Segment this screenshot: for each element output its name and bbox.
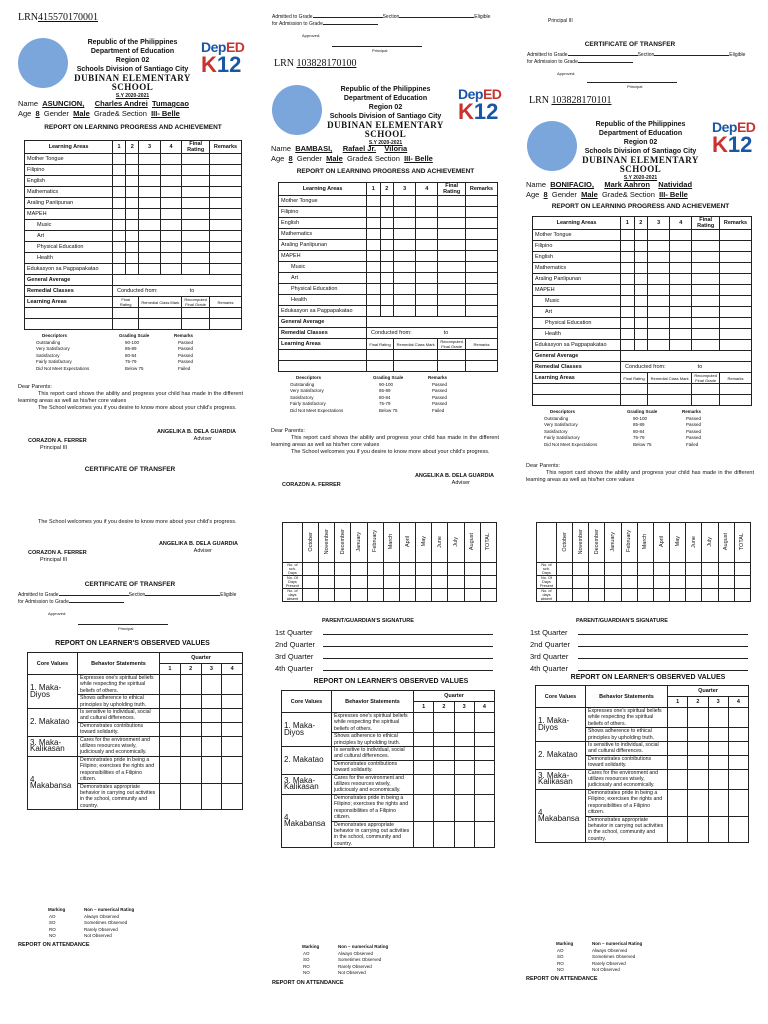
values-table-5: Core Values Behavior Statements Quarter 1 2 3 4 1. Maka-Diyos Expresses one's spiritual beliefs while respecting the spiritual beliefs of others. Shows adherence to ethical principles by upholding truth. 2. Makatao Is sensitive to individual, social and cultural differences. Demonstrates contributions toward solidarity. 3. Maka-Kalikasan Cares for the environment and utilizes resources wisely, judiciously and economically. 4. Makabansa Demonstrates pride in being a Filipino; exercises the rights and responsibilities of a Filipino citizen. Demonstrates appropriate behavior in carrying out activities in the school, community and country. (281, 690, 495, 848)
grades-header-row: Learning Areas 1 2 3 4 Final Rating Remarks (533, 217, 752, 230)
attendance-title-5: REPORT ON ATTENDANCE (272, 980, 344, 986)
remedial-row: Remedial Classes Conducted from: to (25, 286, 242, 297)
marking-legend-5: Marking Non – numerical Rating AO Always Observed SO Sometimes Observed RO Rarely Observed NO Not Observed (302, 944, 389, 976)
quarter-signatures-6 (530, 627, 755, 675)
behavior-row: Shows adherence to ethical principles by upholding truth. (28, 695, 243, 709)
behavior-row: 4. Makabansa Demonstrates pride in being a Filipino; exercises the rights and responsibilities of a Filipino citizen. (28, 756, 243, 783)
grades-table-3 (532, 216, 752, 448)
behavior-row: Demonstrates contributions toward solidarity. (536, 755, 749, 769)
behavior-row: 4. Makabansa Demonstrates pride in being a Filipino; exercises the rights and responsibilities of a Filipino citizen. (282, 794, 495, 821)
learning-area-row: Mathematics (533, 263, 752, 274)
learning-area-row: Music (25, 220, 242, 231)
quarter-signatures-5 (275, 627, 500, 675)
learning-area-row: Edukasyon sa Pagpapakatao (533, 340, 752, 351)
lrn-label-2: LRN 103828170100 (274, 58, 357, 69)
learning-area-row: Mother Tongue (25, 154, 242, 165)
behavior-row: 3. Maka-Kalikasan Cares for the environment and utilizes resources wisely, judiciously and economically. (28, 736, 243, 756)
cert-transfer-1: CERTIFICATE OF TRANSFER (84, 466, 176, 473)
grades-table-2 (278, 182, 498, 414)
cert-transfer-3: CERTIFICATE OF TRANSFER (584, 41, 676, 48)
report-title-2: REPORT ON LEARNING PROGRESS AND ACHIEVEMENT (296, 168, 475, 175)
deped-k12-logo: DepED K12 (458, 86, 502, 124)
remedial-row: Remedial Classes Conducted from: to (533, 362, 752, 373)
observed-title-6: REPORT ON LEARNER'S OBSERVED VALUES (570, 674, 726, 681)
grading-scale: Descriptors Grading Scale Remarks Outstanding 90-100 Passed Very Satisfactory 85-89 Passed Satisfactory 80-84 Passed Fairly Satisfactory 75-79 Passed Did Not Meet Expectations Below 75 Failed (36, 333, 194, 371)
learning-area-row: English (25, 176, 242, 187)
grades-header-row: Learning Areas 1 2 3 4 Final Rating Remarks (279, 183, 498, 196)
learning-area-row: Music (279, 262, 498, 273)
learning-area-row: Mother Tongue (279, 196, 498, 207)
student-last-name: ASUNCION, (42, 99, 85, 108)
learning-area-row: Edukasyon sa Pagpapakatao (279, 306, 498, 317)
learning-area-row: Physical Education (533, 318, 752, 329)
marking-legend-4: Marking Non – numerical Rating AO Always Observed SO Sometimes Observed RO Rarely Observed NO Not Observed (48, 907, 135, 939)
general-average-row: General Average (533, 351, 752, 362)
grading-scale: Descriptors Grading Scale Remarks Outstanding 90-100 Passed Very Satisfactory 85-89 Passed Satisfactory 80-84 Passed Fairly Satisfactory 75-79 Passed Did Not Meet Expectations Below 75 Failed (544, 409, 702, 447)
values-table-4: Core Values Behavior Statements Quarter 1 2 3 4 1. Maka-Diyos Expresses one's spiritual beliefs while respecting the spiritual beliefs of others. Shows adherence to ethical principles by upholding truth. 2. Makatao Is sensitive to individual, social and cultural differences. Demonstrates contributions toward solidarity. 3. Maka-Kalikasan Cares for the environment and utilizes resources wisely, judiciously and economically. 4. Makabansa Demonstrates pride in being a Filipino; exercises the rights and responsibilities of a Filipino citizen. Demonstrates appropriate behavior in carrying out activities in the school, community and country. (27, 652, 243, 810)
school-logo (18, 38, 68, 88)
quarter-signature-line: 2nd Quarter (275, 639, 500, 651)
behavior-row: 3. Maka-Kalikasan Cares for the environment and utilizes resources wisely, judiciously and economically. (282, 774, 495, 794)
learning-area-row: Mathematics (279, 229, 498, 240)
cert-transfer-4: CERTIFICATE OF TRANSFER (84, 581, 176, 588)
behavior-row: Demonstrates appropriate behavior in carrying out activities in the school, community and country. (536, 816, 749, 843)
school-header-1: Republic of the Philippines Department of Education Region 02 Schools Division of Santiago City DUBINAN ELEMENTARY SCHOOL S.Y 2020-2021 (74, 39, 191, 99)
behavior-row: 2. Makatao Is sensitive to individual, social and cultural differences. (282, 747, 495, 761)
remedial-header-row: Learning Areas Final Rating Remedial Class Mark Recomputed Final Grade Remarks (279, 339, 498, 350)
report-title-1: REPORT ON LEARNING PROGRESS AND ACHIEVEMENT (44, 124, 222, 131)
quarter-signature-line: 4th Quarter (275, 663, 500, 675)
observed-title-4: REPORT ON LEARNER'S OBSERVED VALUES (55, 640, 210, 647)
behavior-row: Shows adherence to ethical principles by upholding truth. (536, 728, 749, 742)
learning-area-row: Art (279, 273, 498, 284)
admission-4: Admitted to Grade Section Eligible for Admission to Grade Approved: Principal (18, 592, 237, 631)
behavior-row: Demonstrates appropriate behavior in carrying out activities in the school, community and country. (28, 783, 243, 810)
remedial-blank-row (533, 384, 752, 395)
remedial-blank-row (25, 319, 242, 330)
learning-area-row: Music (533, 296, 752, 307)
learning-area-row: Health (279, 295, 498, 306)
learning-area-row: Filipino (533, 241, 752, 252)
learning-area-row: Physical Education (25, 242, 242, 253)
general-average-row: General Average (279, 317, 498, 328)
parent-letter-4: The School welcomes you if you desire to know more about your child's progress. (38, 519, 237, 525)
learning-area-row: Physical Education (279, 284, 498, 295)
remedial-row: Remedial Classes Conducted from: to (279, 328, 498, 339)
remedial-header-row: Learning Areas Final Rating Remedial Class Mark Recomputed Final Grade Remarks (25, 297, 242, 308)
behavior-row: 4. Makabansa Demonstrates pride in being a Filipino; exercises the rights and responsibilities of a Filipino citizen. (536, 789, 749, 816)
attendance-table-6: October November December January February March April May June July August TOTAL No. of sch. Days No. Of Days Present No. of days absent (536, 522, 751, 602)
signatures-1: ANGELIKA B. DELA GUARDIA CORAZON A. FERRER Adviser Principal III (28, 429, 236, 451)
parent-letter-1: Dear Parents: This report card shows the ability and progress your child has made in the different learning areas as well as his/her core values The School welcomes you if you desire to know more about your child's progress. (18, 384, 243, 411)
attendance-table-5: October November December January February March April May June July August TOTAL No. of sch. Days No. Of Days Present No. of days absent (282, 522, 497, 602)
deped-k12-logo: DepED K12 (201, 39, 245, 77)
report-card-1 (18, 12, 248, 23)
behavior-row: 2. Makatao Is sensitive to individual, social and cultural differences. (536, 742, 749, 756)
admission-3: Admitted to Grade Section Eligible for Admission to Grade Approved: Principal (527, 52, 746, 89)
remedial-blank-row (25, 308, 242, 319)
learning-area-row: English (533, 252, 752, 263)
observed-title-5: REPORT ON LEARNER'S OBSERVED VALUES (313, 678, 469, 685)
quarter-signature-line: 3rd Quarter (530, 651, 755, 663)
student-info-3: Name BONIFACIO, Mark Aahron Natividad Age 8 Gender Male Grade& Section III- Belle (526, 180, 693, 199)
general-average-row: General Average (25, 275, 242, 286)
report-title-3: REPORT ON LEARNING PROGRESS AND ACHIEVEMENT (551, 203, 730, 210)
student-info-1: Name ASUNCION, Charles Andrei Tumagcao Age 8 Gender Male Grade& Section III- Belle (18, 99, 189, 118)
behavior-row: Shows adherence to ethical principles by upholding truth. (282, 733, 495, 747)
learning-area-row: Mathematics (25, 187, 242, 198)
parent-sig-title-6: PARENT/GUARDIAN'S SIGNATURE (576, 618, 668, 624)
learning-area-row: MAPEH (279, 251, 498, 262)
signatures-2: ANGELIKA B. DELA GUARDIA CORAZON A. FERRER Adviser (282, 473, 494, 488)
lrn-label-3: LRN 103828170101 (529, 95, 612, 106)
parent-letter-2: Dear Parents: This report card shows the ability and progress your child has made in the different learning areas as well as his/her core values The School welcomes you if you desire to know more about your child's progress. (271, 428, 499, 455)
behavior-row: Demonstrates contributions toward solidarity. (28, 722, 243, 736)
learning-area-row: Araling Panlipunan (533, 274, 752, 285)
behavior-row: 3. Maka-Kalikasan Cares for the environment and utilizes resources wisely, judiciously and economically. (536, 769, 749, 789)
learning-area-row: Edukasyon sa Pagpapakatao (25, 264, 242, 275)
parent-sig-title-5: PARENT/GUARDIAN'S SIGNATURE (322, 618, 414, 624)
learning-area-row: Health (25, 253, 242, 264)
remedial-header-row: Learning Areas Final Rating Remedial Class Mark Recomputed Final Grade Remarks (533, 373, 752, 384)
signatures-4: ANGELIKA B. DELA GUARDIA CORAZON A. FERRER Adviser Principal III (28, 541, 238, 563)
grading-scale: Descriptors Grading Scale Remarks Outstanding 90-100 Passed Very Satisfactory 85-89 Passed Satisfactory 80-84 Passed Fairly Satisfactory 75-79 Passed Did Not Meet Expectations Below 75 Failed (290, 375, 448, 413)
quarter-signature-line: 2nd Quarter (530, 639, 755, 651)
parent-letter-3: Dear Parents: This report card shows the ability and progress your child has made in the different learning areas as well as his/her core values (526, 463, 754, 483)
school-header-3: Republic of the Philippines Department of Education Region 02 Schools Division of Santiago City DUBINAN ELEMENTARY SCHOOL S.Y 2020-2021 (582, 121, 699, 181)
learning-area-row: Araling Panlipunan (279, 240, 498, 251)
learning-area-row: Filipino (279, 207, 498, 218)
quarter-signature-line: 3rd Quarter (275, 651, 500, 663)
grades-header-row: Learning Areas 1 2 3 4 Final Rating Remarks (25, 141, 242, 154)
principal-3: Principal III (548, 18, 573, 24)
student-info-2: Name BAMBASI, Rafael Jr. Viloria Age 8 Gender Male Grade& Section III- Belle (271, 144, 433, 163)
learning-area-row: Mother Tongue (533, 230, 752, 241)
behavior-row: 1. Maka-Diyos Expresses one's spiritual beliefs while respecting the spiritual beliefs of others. (282, 713, 495, 733)
remedial-blank-row (279, 361, 498, 372)
values-table-6: Core Values Behavior Statements Quarter 1 2 3 4 1. Maka-Diyos Expresses one's spiritual beliefs while respecting the spiritual beliefs of others. Shows adherence to ethical principles by upholding truth. 2. Makatao Is sensitive to individual, social and cultural differences. Demonstrates contributions toward solidarity. 3. Maka-Kalikasan Cares for the environment and utilizes resources wisely, judiciously and economically. 4. Makabansa Demonstrates pride in being a Filipino; exercises the rights and responsibilities of a Filipino citizen. Demonstrates appropriate behavior in carrying out activities in the school, community and country. (535, 685, 749, 843)
lrn-label: LRN415570170001 (18, 12, 98, 23)
attendance-title-6: REPORT ON ATTENDANCE (526, 976, 598, 982)
learning-area-row: Art (533, 307, 752, 318)
deped-k12-logo: DepED K12 (712, 119, 756, 157)
quarter-signature-line: 1st Quarter (275, 627, 500, 639)
behavior-row: 1. Maka-Diyos Expresses one's spiritual beliefs while respecting the spiritual beliefs of others. (28, 675, 243, 695)
learning-area-row: Filipino (25, 165, 242, 176)
quarter-signature-line: 1st Quarter (530, 627, 755, 639)
behavior-row: Demonstrates appropriate behavior in carrying out activities in the school, community and country. (282, 821, 495, 848)
marking-legend-6: Marking Non – numerical Rating AO Always Observed SO Sometimes Observed RO Rarely Observed NO Not Observed (556, 941, 643, 973)
admission-2: Admitted to Grade Section Eligible for Admission to Grade Approved: Principal (272, 14, 491, 53)
learning-area-row: Art (25, 231, 242, 242)
behavior-row: 2. Makatao Is sensitive to individual, social and cultural differences. (28, 709, 243, 723)
learning-area-row: MAPEH (25, 209, 242, 220)
grades-table-1 (24, 140, 242, 372)
learning-area-row: Araling Panlipunan (25, 198, 242, 209)
school-header-2: Republic of the Philippines Department of Education Region 02 Schools Division of Santiago City DUBINAN ELEMENTARY SCHOOL S.Y 2020-2021 (327, 86, 444, 146)
attendance-title-4: REPORT ON ATTENDANCE (18, 942, 90, 948)
learning-area-row: Health (533, 329, 752, 340)
learning-area-row: MAPEH (533, 285, 752, 296)
remedial-blank-row (533, 395, 752, 406)
learning-area-row: English (279, 218, 498, 229)
behavior-row: 1. Maka-Diyos Expresses one's spiritual beliefs while respecting the spiritual beliefs of others. (536, 708, 749, 728)
behavior-row: Demonstrates contributions toward solidarity. (282, 760, 495, 774)
remedial-blank-row (279, 350, 498, 361)
quarter-signature-line: 4th Quarter (530, 663, 755, 675)
